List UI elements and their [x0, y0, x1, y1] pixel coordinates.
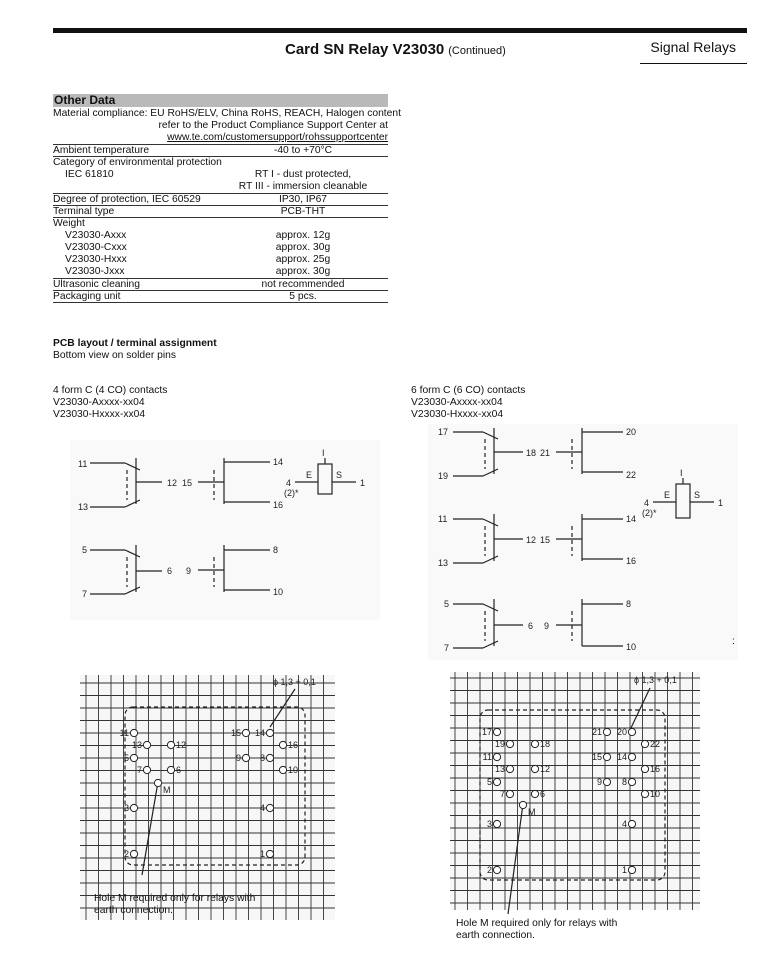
- top-rule: [53, 28, 747, 33]
- solder-hole: [641, 740, 648, 747]
- pin-label: 6: [167, 566, 173, 576]
- pin-label: 18: [526, 448, 537, 458]
- weight-model: V23030-Hxxx: [65, 254, 127, 265]
- solder-hole: [628, 728, 635, 735]
- hole-label: 8: [259, 753, 265, 763]
- hole-label: 12: [176, 740, 187, 750]
- pin-label: 12: [167, 478, 178, 488]
- hole-label: 16: [650, 764, 661, 774]
- hole-label: 7: [499, 789, 505, 799]
- pin-label: 6: [528, 621, 534, 631]
- solder-hole: [266, 850, 273, 857]
- pin-label: 21: [540, 448, 551, 458]
- left-model-1: V23030-Axxxx-xx04: [53, 397, 145, 408]
- pin-label: 17: [438, 427, 449, 437]
- hole-label: 2: [486, 865, 492, 875]
- pin-label: 12: [526, 535, 537, 545]
- hole-label: 9: [596, 777, 602, 787]
- hole-label: 11: [482, 752, 492, 762]
- ambient-label: Ambient temperature: [53, 145, 150, 156]
- hole-label: M: [163, 785, 171, 795]
- right-model-1: V23030-Axxxx-xx04: [411, 397, 503, 408]
- degree-value: IP30, IP67: [278, 194, 328, 205]
- pin-label: 10: [273, 587, 284, 597]
- hole-label: 2: [123, 849, 129, 859]
- hole-label: 14: [254, 728, 265, 738]
- solder-hole: [531, 740, 538, 747]
- coil-top: I: [322, 448, 325, 458]
- pin-label: 16: [273, 500, 284, 510]
- hole-label: 11: [119, 728, 129, 738]
- pin-label: 10: [626, 642, 637, 652]
- hole-label: M: [528, 807, 536, 817]
- solder-hole: [167, 766, 174, 773]
- hole-label: 13: [494, 764, 505, 774]
- material-line2: refer to the Product Compliance Support Center at: [158, 120, 388, 131]
- diameter-label: ϕ 1,3 + 0,1: [634, 675, 677, 685]
- hole-label: 14: [616, 752, 627, 762]
- pin-label: 5: [444, 599, 450, 609]
- solder-hole: [628, 753, 635, 760]
- right-hole-note-2: earth connection.: [456, 930, 535, 941]
- hole-label: 4: [259, 803, 265, 813]
- ambient-value: -40 to +70°C: [273, 145, 333, 156]
- pin-label: 20: [626, 427, 637, 437]
- hole-label: 6: [540, 789, 546, 799]
- solder-hole: [266, 754, 273, 761]
- solder-hole: [130, 804, 137, 811]
- packaging-label: Packaging unit: [53, 291, 121, 302]
- solder-hole: [130, 754, 137, 761]
- hole-label: 1: [259, 849, 265, 859]
- pin-label: 5: [82, 545, 88, 555]
- solder-hole: [628, 820, 635, 827]
- solder-hole: [493, 753, 500, 760]
- hole-label: 7: [136, 765, 142, 775]
- hole-label: 10: [288, 765, 299, 775]
- weight-value: approx. 12g: [275, 230, 331, 241]
- hole-label: 12: [540, 764, 551, 774]
- coil-e: E: [306, 470, 313, 480]
- solder-hole: [167, 741, 174, 748]
- table-divider: [53, 302, 388, 303]
- solder-hole: [154, 779, 161, 786]
- right-model-2: V23030-Hxxxx-xx04: [411, 409, 504, 420]
- pin-label: 16: [626, 556, 637, 566]
- pin-label: 19: [438, 471, 449, 481]
- pin-label: 14: [273, 457, 284, 467]
- terminal-value: PCB-THT: [280, 206, 326, 217]
- pcb-heading: PCB layout / terminal assignment: [53, 338, 217, 349]
- right-contact-schematic: [428, 424, 738, 660]
- solder-hole: [130, 729, 137, 736]
- solder-hole: [493, 866, 500, 873]
- ultrasonic-value: not recommended: [261, 279, 345, 290]
- solder-hole: [493, 728, 500, 735]
- pin-label: 13: [438, 558, 449, 568]
- weight-model: V23030-Axxx: [65, 230, 127, 241]
- left-hole-note-2: earth connection.: [94, 905, 173, 916]
- solder-hole: [531, 765, 538, 772]
- degree-label: Degree of protection, IEC 60529: [53, 194, 201, 205]
- coil-s: S: [694, 490, 701, 500]
- right-pcb-grid: [450, 672, 700, 910]
- pin-label: 15: [182, 478, 193, 488]
- material-label: Material compliance: EU RoHS/ELV, China RoHS, REACH, Halogen content: [53, 108, 401, 119]
- schematic-background: [428, 424, 738, 660]
- pcb-subheading: Bottom view on solder pins: [53, 350, 177, 361]
- solder-hole: [641, 790, 648, 797]
- weight-model: V23030-Jxxx: [65, 266, 125, 277]
- solder-hole: [603, 753, 610, 760]
- hole-label: 6: [176, 765, 182, 775]
- right-config-title: 6 form C (6 CO) contacts: [411, 385, 526, 396]
- solder-hole: [506, 765, 513, 772]
- coil-pin: 1: [718, 498, 724, 508]
- title-suffix: (Continued): [448, 45, 506, 57]
- left-pcb-grid: [80, 675, 335, 920]
- hole-label: 3: [486, 819, 492, 829]
- pin-label: 14: [626, 514, 637, 524]
- pin-label: 9: [544, 621, 550, 631]
- hole-label: 5: [486, 777, 492, 787]
- solder-hole: [242, 754, 249, 761]
- solder-hole: [603, 778, 610, 785]
- weight-value: approx. 25g: [275, 254, 331, 265]
- hole-label: 4: [621, 819, 627, 829]
- pin-label: 11: [438, 514, 448, 524]
- weight-label: Weight: [53, 218, 85, 229]
- coil-s: S: [336, 470, 343, 480]
- coil-e: E: [664, 490, 671, 500]
- hole-label: 21: [591, 727, 602, 737]
- coil-pin: 4: [286, 478, 292, 488]
- weight-model: V23030-Cxxx: [65, 242, 127, 253]
- hole-label: 16: [288, 740, 299, 750]
- solder-hole: [130, 850, 137, 857]
- pin-label: 7: [444, 643, 450, 653]
- hole-label: 19: [494, 739, 505, 749]
- solder-hole: [641, 765, 648, 772]
- solder-hole: [143, 766, 150, 773]
- left-contact-schematic: [70, 440, 380, 620]
- hole-label: 18: [540, 739, 551, 749]
- pin-label: 15: [540, 535, 551, 545]
- coil-top: I: [680, 468, 683, 478]
- hole-label: 17: [481, 727, 492, 737]
- hole-label: 10: [650, 789, 661, 799]
- hole-label: 22: [650, 739, 661, 749]
- iec-label: IEC 61810: [65, 169, 114, 180]
- hole-label: 15: [230, 728, 241, 738]
- coil-pin: 4: [644, 498, 650, 508]
- left-hole-note-1: Hole M required only for relays with: [94, 893, 256, 904]
- hole-label: 9: [235, 753, 241, 763]
- solder-hole: [628, 866, 635, 873]
- terminal-label: Terminal type: [53, 206, 115, 217]
- hole-label: 3: [123, 803, 129, 813]
- other-data-heading: Other Data: [53, 94, 388, 107]
- coil-pin: 1: [360, 478, 366, 488]
- coil-pin-alt: (2)*: [642, 508, 657, 518]
- section-label: Signal Relays: [650, 39, 736, 55]
- weight-value: approx. 30g: [275, 266, 331, 277]
- solder-hole: [279, 766, 286, 773]
- left-model-2: V23030-Hxxxx-xx04: [53, 409, 146, 420]
- right-hole-note-1: Hole M required only for relays with: [456, 918, 618, 929]
- pin-label: 22: [626, 470, 637, 480]
- solder-hole: [603, 728, 610, 735]
- hole-label: 8: [621, 777, 627, 787]
- solder-hole: [493, 778, 500, 785]
- compliance-link[interactable]: www.te.com/customersupport/rohssupportcenter: [167, 132, 388, 143]
- pin-label: 11: [78, 459, 88, 469]
- solder-hole: [628, 778, 635, 785]
- hole-label: 5: [123, 753, 129, 763]
- rt3-value: RT III - immersion cleanable: [238, 181, 368, 192]
- weight-value: approx. 30g: [275, 242, 331, 253]
- table-divider: [53, 217, 388, 218]
- hole-label: 13: [131, 740, 142, 750]
- solder-hole: [266, 729, 273, 736]
- solder-hole: [266, 804, 273, 811]
- pin-label: 7: [82, 589, 88, 599]
- page-title: Card SN Relay V23030 (Continued): [285, 41, 506, 58]
- solder-hole: [279, 741, 286, 748]
- hole-label: 1: [621, 865, 627, 875]
- solder-hole: [519, 801, 526, 808]
- pin-label: 9: [186, 566, 192, 576]
- packaging-value: 5 pcs.: [289, 291, 317, 302]
- pin-label: 8: [273, 545, 279, 555]
- pin-label: 13: [78, 502, 89, 512]
- stray-mark: :: [732, 636, 735, 647]
- pin-label: 8: [626, 599, 632, 609]
- schematic-background: [70, 440, 380, 620]
- rt1-value: RT I - dust protected,: [254, 169, 352, 180]
- solder-hole: [242, 729, 249, 736]
- solder-hole: [506, 740, 513, 747]
- left-config-title: 4 form C (4 CO) contacts: [53, 385, 168, 396]
- hole-label: 20: [616, 727, 627, 737]
- solder-hole: [493, 820, 500, 827]
- solder-hole: [531, 790, 538, 797]
- hole-label: 15: [591, 752, 602, 762]
- solder-hole: [506, 790, 513, 797]
- category-label: Category of environmental protection: [53, 157, 222, 168]
- ultrasonic-label: Ultrasonic cleaning: [53, 279, 140, 290]
- coil-pin-alt: (2)*: [284, 488, 299, 498]
- solder-hole: [143, 741, 150, 748]
- section-rule: [640, 63, 747, 64]
- diameter-label: ϕ 1,3 + 0,1: [273, 677, 316, 687]
